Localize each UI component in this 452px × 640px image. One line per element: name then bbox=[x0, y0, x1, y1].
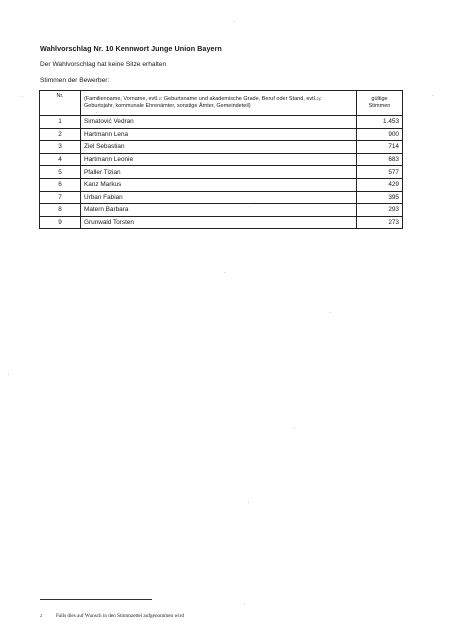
scan-speck bbox=[8, 374, 9, 375]
row-votes: 577 bbox=[357, 166, 403, 179]
row-nr: 7 bbox=[40, 191, 81, 204]
header-votes-line1: gültige bbox=[371, 96, 388, 102]
row-votes: 900 bbox=[357, 128, 403, 141]
header-votes-line2: Stimmen bbox=[368, 103, 391, 109]
row-nr: 1 bbox=[40, 116, 81, 129]
row-name: Urban Fabian bbox=[81, 191, 357, 204]
footnote-divider bbox=[40, 599, 152, 600]
row-name: Ziel Sebastian bbox=[81, 141, 357, 154]
header-nr: Nr. bbox=[40, 91, 81, 116]
row-nr: 2 bbox=[40, 128, 81, 141]
scan-speck bbox=[248, 502, 249, 503]
table-row bbox=[40, 153, 403, 166]
row-nr: 9 bbox=[40, 216, 81, 229]
row-name: Matern Barbara bbox=[81, 204, 357, 217]
seats-note: Der Wahlvorschlag hat keine Sitze erhalten bbox=[40, 61, 167, 68]
row-name: Kanz Markus bbox=[81, 178, 357, 191]
table-row bbox=[40, 166, 403, 179]
scan-speck bbox=[224, 272, 225, 273]
page-title: Wahlvorschlag Nr. 10 Kennwort Junge Union Bayern bbox=[40, 44, 222, 53]
footnote-number: 2 bbox=[40, 613, 42, 618]
row-votes: 293 bbox=[357, 204, 403, 217]
table-row bbox=[40, 204, 403, 217]
row-nr: 4 bbox=[40, 153, 81, 166]
header-name-part1: (Familienname, Vorname, evtl. bbox=[84, 96, 159, 102]
row-votes: 714 bbox=[357, 141, 403, 154]
header-name-sup1: 2 bbox=[158, 96, 161, 101]
header-name bbox=[81, 91, 357, 116]
row-name: Hartmann Leonie bbox=[81, 153, 357, 166]
row-name: Grunwald Torsten bbox=[81, 216, 357, 229]
row-nr: 5 bbox=[40, 166, 81, 179]
row-votes: 395 bbox=[357, 191, 403, 204]
footnote-text: Falls dies auf Wunsch in den Stimmzettel aufgenommen wird bbox=[56, 613, 184, 619]
row-nr: 8 bbox=[40, 204, 81, 217]
row-votes: 273 bbox=[357, 216, 403, 229]
table-row bbox=[40, 116, 403, 129]
scan-speck bbox=[96, 112, 97, 113]
footnote bbox=[40, 613, 184, 619]
table-row bbox=[40, 128, 403, 141]
row-name: Pfaller Tizian bbox=[81, 166, 357, 179]
row-name: Simatović Vedran bbox=[81, 116, 357, 129]
scan-speck bbox=[330, 312, 331, 313]
table-row bbox=[40, 178, 403, 191]
row-name: Hartmann Lena bbox=[81, 128, 357, 141]
scan-speck bbox=[250, 206, 251, 207]
row-nr: 6 bbox=[40, 178, 81, 191]
header-votes bbox=[357, 91, 403, 116]
row-nr: 3 bbox=[40, 141, 81, 154]
row-votes: 429 bbox=[357, 178, 403, 191]
candidate-results-table bbox=[39, 90, 403, 229]
header-name-part3: : Geburtsjahr, kommunale Ehrenämter, sonstige Ämter, Gemeindeteil) bbox=[84, 96, 322, 109]
table-header-row bbox=[40, 91, 403, 116]
table-row bbox=[40, 141, 403, 154]
scan-speck bbox=[294, 428, 295, 429]
scan-speck bbox=[234, 21, 235, 22]
scan-speck bbox=[244, 604, 245, 605]
table-row bbox=[40, 191, 403, 204]
table-row bbox=[40, 216, 403, 229]
header-name-part2: : Geburtsname und akademische Grade, Beruf oder Stand, evtl. bbox=[160, 96, 317, 102]
header-name-sup2: 2) bbox=[316, 96, 321, 101]
row-votes: 1.453 bbox=[357, 116, 403, 129]
votes-intro: Stimmen der Bewerber: bbox=[40, 77, 110, 84]
scan-speck bbox=[22, 96, 23, 97]
row-votes: 683 bbox=[357, 153, 403, 166]
scan-speck bbox=[432, 95, 433, 96]
